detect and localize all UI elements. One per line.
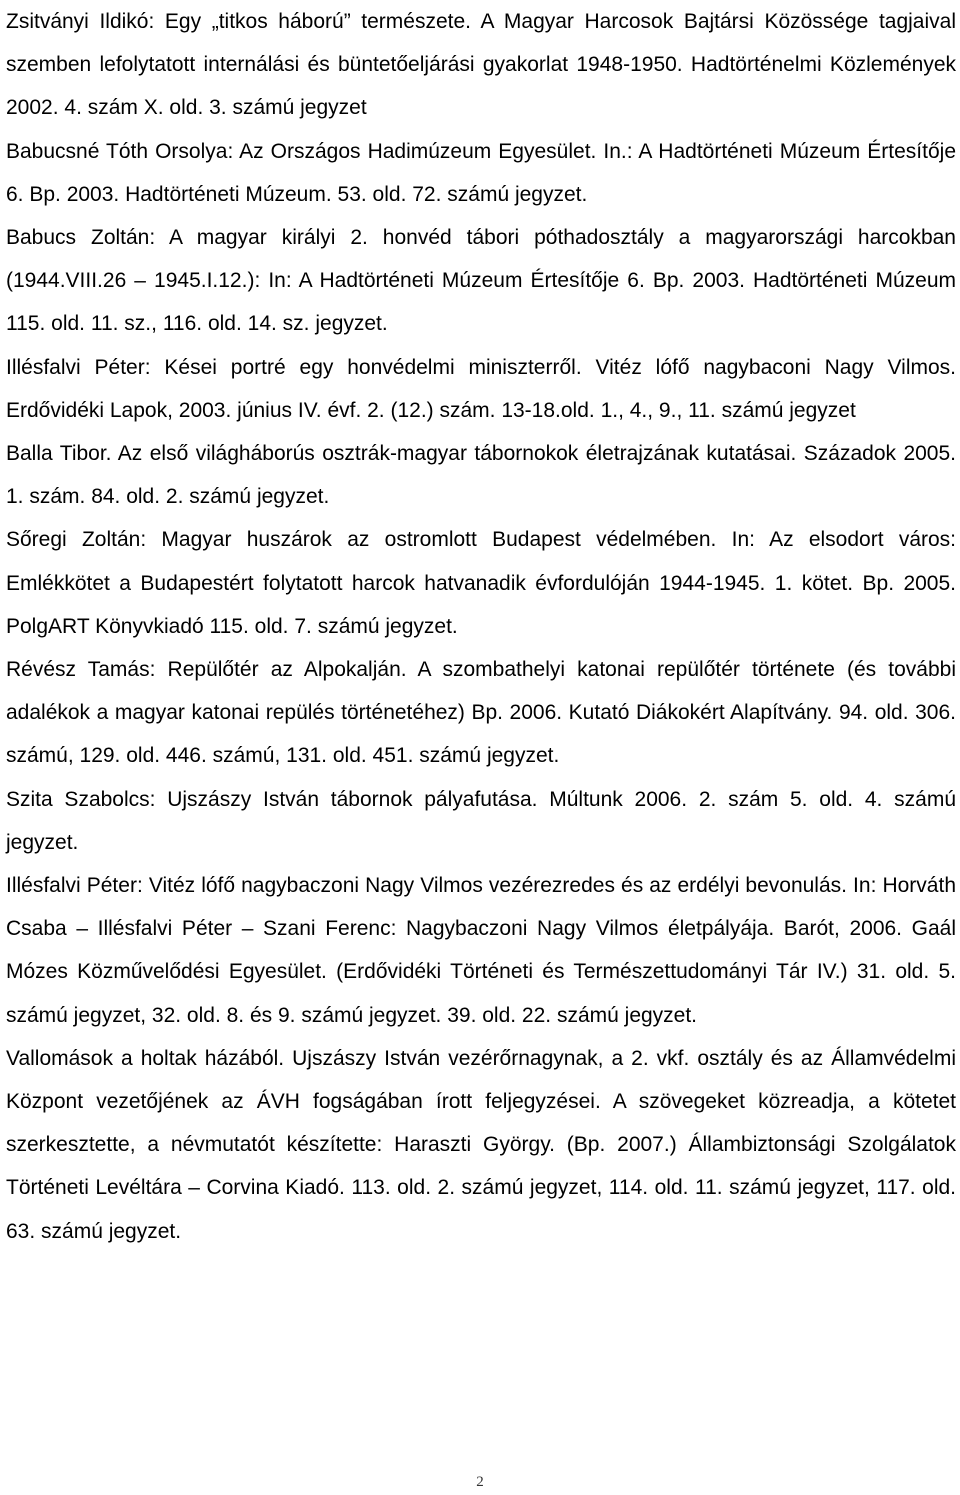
- reference-entry-babucsne: Babucsné Tóth Orsolya: Az Országos Hadimúzeum Egyesület. In.: A Hadtörténeti Múzeum Értesítője 6. Bp. 2003. Hadtörténeti Múzeum. 53. old. 72. számú jegyzet.: [6, 139, 956, 206]
- reference-entry-zsitvanyi: Zsitványi Ildikó: Egy „titkos háború” természete. A Magyar Harcosok Bajtársi Közössége tagjaival szemben lefolytatott internálási és büntetőeljárási gyakorlat 1948-1950. Hadtörténelmi Közlemények 2002. 4. szám X. old. 3. számú jegyzet: [6, 10, 956, 120]
- reference-entry-soregi: Sőregi Zoltán: Magyar huszárok az ostromlott Budapest védelmében. In: Az elsodort város: Emlékkötet a Budapestért folytatott harcok hatvanadik évfordulóján 1944-1945. 1. kötet. Bp. 2005. PolgART Könyvkiadó 115. old. 7. számú jegyzet.: [6, 528, 956, 638]
- reference-entry-balla: Balla Tibor. Az első világháborús osztrák-magyar tábornokok életrajzának kutatásai. Századok 2005. 1. szám. 84. old. 2. számú jegyzet.: [6, 442, 956, 509]
- reference-entry-babucs: Babucs Zoltán: A magyar királyi 2. honvéd tábori póthadosztály a magyarországi harcokban (1944.VIII.26 – 1945.I.12.): In: A Hadtörténeti Múzeum Értesítője 6. Bp. 2003. Hadtörténeti Múzeum 115. old. 11. sz., 116. old. 14. sz. jegyzet.: [6, 226, 956, 336]
- reference-entry-illesfalvi-bevonulas: Illésfalvi Péter: Vitéz lófő nagybaczoni Nagy Vilmos vezérezredes és az erdélyi bevonulás. In: Horváth Csaba – Illésfalvi Péter – Szani Ferenc: Nagybaczoni Nagy Vilmos életpályája. Barót, 2006. Gaál Mózes Közművelődési Egyesület. (Erdővidéki Történeti és Természettudományi Tár IV.) 31. old. 5. számú jegyzet, 32. old. 8. és 9. számú jegyzet. 39. old. 22. számú jegyzet.: [6, 874, 956, 1027]
- reference-entry-revesz: Révész Tamás: Repülőtér az Alpokalján. A szombathelyi katonai repülőtér története (és további adalékok a magyar katonai repülés történetéhez) Bp. 2006. Kutató Diákokért Alapítvány. 94. old. 306. számú, 129. old. 446. számú, 131. old. 451. számú jegyzet.: [6, 658, 956, 768]
- reference-entry-illesfalvi-portre: Illésfalvi Péter: Kései portré egy honvédelmi miniszterről. Vitéz lófő nagybaconi Nagy Vilmos. Erdővidéki Lapok, 2003. június IV. évf. 2. (12.) szám. 13-18.old. 1., 4., 9., 11. számú jegyzet: [6, 355, 956, 422]
- reference-entry-vallomasok: Vallomások a holtak házából. Ujszászy István vezérőrnagynak, a 2. vkf. osztály és az Államvédelmi Központ vezetőjének az ÁVH fogságában írott feljegyzései. A szövegeket közreadja, a kötetet szerkesztette, a névmutatót készítette: Haraszti György. (Bp. 2007.) Állambiztonsági Szolgálatok Történeti Levéltára – Corvina Kiadó. 113. old. 2. számú jegyzet, 114. old. 11. számú jegyzet, 117. old. 63. számú jegyzet.: [6, 1046, 956, 1243]
- page-number: 2: [476, 1474, 484, 1490]
- reference-list: [6, 0, 956, 1253]
- reference-entry-szita: Szita Szabolcs: Ujszászy István tábornok pályafutása. Múltunk 2006. 2. szám 5. old. 4. számú jegyzet.: [6, 787, 956, 854]
